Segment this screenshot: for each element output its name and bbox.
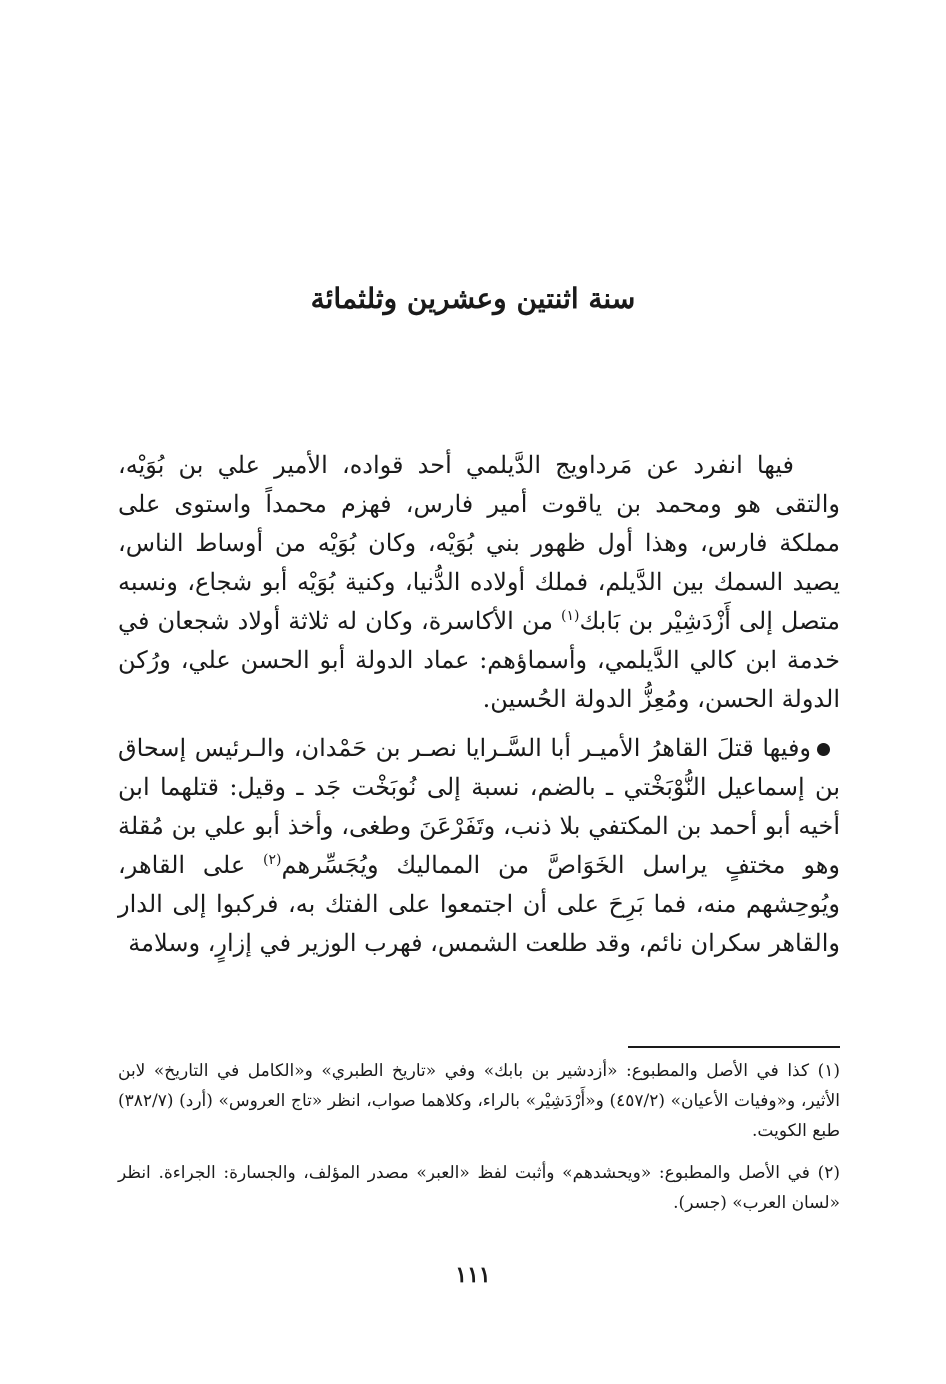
paragraph-1-text-b: من الأكاسرة، وكان له ثلاثة أولاد شجعان في خدمة ابن كالي الدَّيلمي، وأسماؤهم: عماد الدولة أبو الحسن علي، ورُكن الدولة الحسن، ومُعِزُّ الدولة الحُسين. (118, 607, 840, 713)
footnote-ref-1[interactable]: (١) (560, 608, 580, 624)
paragraph-1-text-a: فيها انفرد عن مَرداويج الدَّيلمي أحد قواده، الأمير علي بن بُوَيْه، والتقى هو ومحمد بن ياقوت أمير فارس، فهزم محمداً واستوى على مملكة فارس، وهذا أول ظهور بني بُوَيْه، وكان بُوَيْه من أوساط الناس، يصيد السمك بين الدَّيلم، فملك أولاده الدُّنيا، وكنية بُوَيْه أبو شجاع، ونسبه متصل إلى أَزْدَشِيْر بن بَابك (118, 451, 840, 635)
paragraph-2 (118, 729, 840, 963)
footnote-ref-2[interactable]: (٢) (263, 852, 282, 868)
bullet-icon (817, 743, 830, 756)
paragraph-1 (118, 446, 840, 719)
footnote-2: (٢) في الأصل والمطبوع: «ويحشدهم» وأثبت لفظ «العبر» مصدر المؤلف، والجسارة: الجراءة. انظر «لسان العرب» (جسر). (118, 1163, 840, 1213)
main-text (118, 446, 840, 973)
footnotes (118, 1056, 840, 1230)
footnote-divider (628, 1046, 840, 1048)
page-number: ١١١ (455, 1262, 491, 1288)
paragraph-2-text-b: على القاهر، ويُوحِشهم منه، فما بَرِحَ على أن اجتمعوا على الفتك به، فركبوا إلى الدار والقاهر سكران نائم، وقد طلعت الشمس، فهرب الوزير في إزارٍ، وسلامة (118, 851, 840, 957)
footnote-1: (١) كذا في الأصل والمطبوع: «أزدشير بن بابك» وفي «تاريخ الطبري» و«الكامل في التاريخ» لابن الأثير، و«وفيات الأعيان» (٤٥٧/٢) و«أَرْدَشِيْر» بالراء، وكلاهما صواب، انظر «تاج العروس» (أرد) (٣٨٢/٧) طبع الكويت. (118, 1061, 840, 1141)
paragraph-2-text-a: وفيها قتلَ القاهرُ الأميـر أبا السَّـرايا نصـر بن حَمْدان، والـرئيس إسحاق بن إسماعيل النُّوْبَخْتي ـ بالضم، نسبة إلى نُوبَخْت جَد ـ وقيل: قتلهما ابن أخيه أبو أحمد بن المكتفي بلا ذنب، وتَفَرْعَنَ وطغى، وأخذ أبو علي بن مُقلة وهو مختفٍ يراسل الخَوَاصَّ من المماليك ويُجَسِّرهم (118, 734, 840, 879)
chapter-heading: سنة اثنتين وعشرين وثلثمائة (310, 282, 636, 315)
